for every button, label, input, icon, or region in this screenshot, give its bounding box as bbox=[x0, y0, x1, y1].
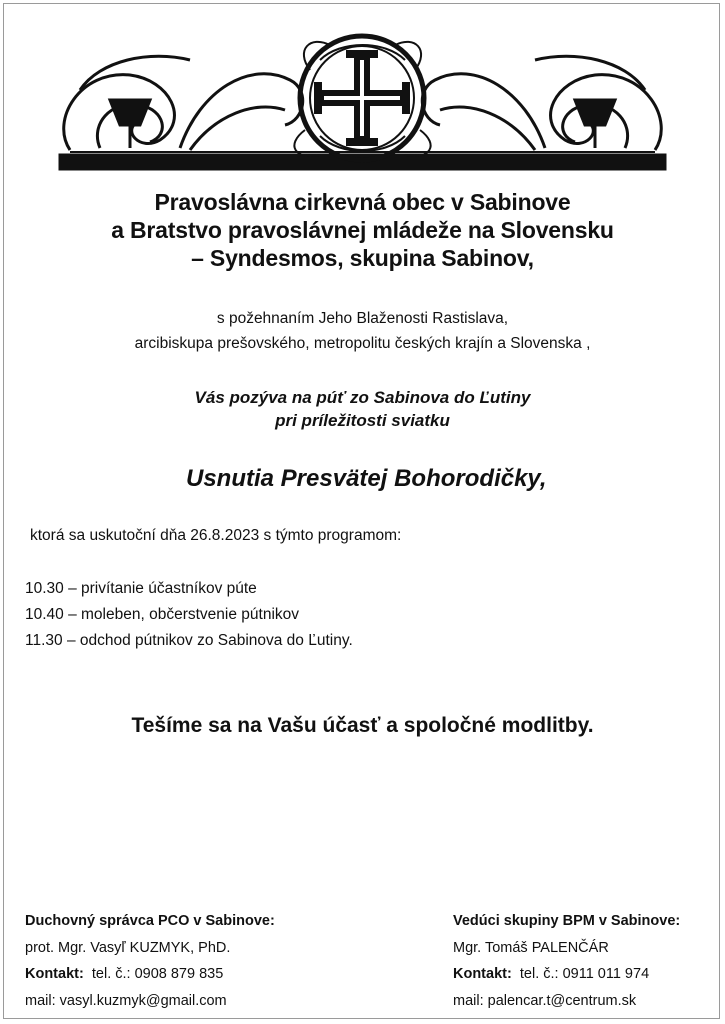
contact-phone: tel. č.: 0911 011 974 bbox=[519, 966, 650, 982]
contact-role: Duchovný správca PCO v Sabinove: bbox=[25, 913, 275, 929]
heading-line: Pravoslávna cirkevná obec v Sabinove bbox=[154, 189, 571, 215]
contact-label: Kontakt: bbox=[453, 966, 512, 982]
contact-name: prot. Mgr. Vasyľ KUZMYK, PhD. bbox=[25, 939, 231, 956]
heading-line: a Bratstvo pravoslávnej mládeže na Slovensku bbox=[111, 217, 614, 243]
contact-phone-row bbox=[25, 961, 275, 988]
program-item: 10.40 – moleben, občerstvenie pútnikov bbox=[25, 606, 300, 623]
closing-line: Tešíme sa na Vašu účasť a spoločné modlitby. bbox=[131, 714, 594, 737]
contact-mail: mail: palencar.t@centrum.sk bbox=[453, 992, 637, 1009]
blessing-line: arcibiskupa prešovského, metropolitu českých krajín a Slovenska , bbox=[134, 335, 591, 352]
contact-phone: tel. č.: 0908 879 835 bbox=[91, 966, 224, 982]
organizer-heading bbox=[0, 188, 725, 272]
invitation-line: pri príležitosti sviatku bbox=[275, 411, 450, 430]
heading-line: – Syndesmos, skupina Sabinov, bbox=[191, 245, 534, 271]
blessing-line: s požehnaním Jeho Blaženosti Rastislava, bbox=[216, 310, 509, 327]
contact-role: Vedúci skupiny BPM v Sabinove: bbox=[453, 913, 681, 929]
contact-phone-row bbox=[453, 961, 680, 988]
program-item: 10.30 – privítanie účastníkov púte bbox=[25, 580, 257, 597]
contact-label: Kontakt: bbox=[25, 966, 84, 982]
date-line: ktorá sa uskutoční dňa 26.8.2023 s týmto programom: bbox=[30, 527, 402, 544]
orthodox-cross-ornament-icon bbox=[40, 30, 685, 180]
invitation-text bbox=[0, 386, 725, 432]
contact-mail: mail: vasyl.kuzmyk@gmail.com bbox=[25, 992, 227, 1009]
blessing-text bbox=[0, 306, 725, 356]
program-list bbox=[25, 576, 353, 654]
contact-name: Mgr. Tomáš PALENČÁR bbox=[453, 939, 609, 956]
contact-left bbox=[25, 908, 275, 1014]
feast-title: Usnutia Presvätej Bohorodičky, bbox=[186, 465, 547, 492]
invitation-line: Vás pozýva na púť zo Sabinova do Ľutiny bbox=[194, 388, 531, 407]
program-item: 11.30 – odchod pútnikov zo Sabinova do Ľutiny. bbox=[25, 632, 353, 649]
contact-right bbox=[453, 908, 680, 1014]
